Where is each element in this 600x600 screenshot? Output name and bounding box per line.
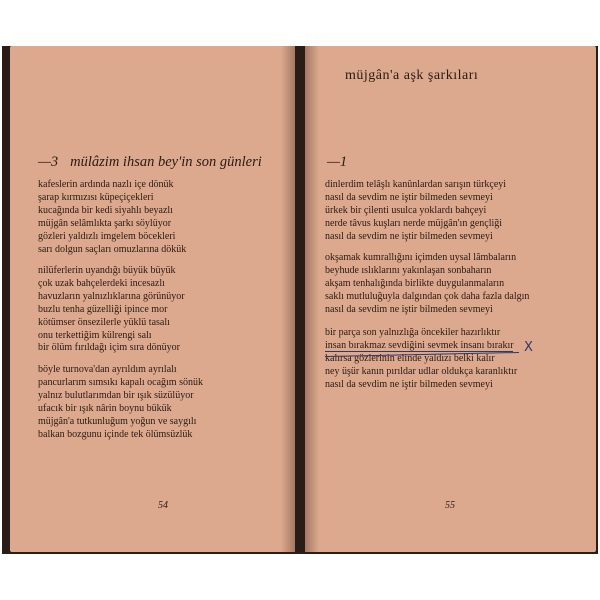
verse-line: nasıl da sevdim ne iştir bilmeden sevmeyi: [325, 303, 493, 315]
verse-line: kötümser önsezilerle yüklü tasalı: [38, 316, 170, 328]
left-page-number: 54: [158, 500, 168, 511]
right-page: [305, 46, 596, 552]
left-stanza-1: [38, 179, 186, 256]
open-book: [2, 46, 598, 554]
margin-x-mark: X: [524, 340, 533, 355]
verse-line: sarı dolgun saçları omuzlarına dökük: [38, 243, 187, 255]
verse-line: saklı mutluluğuyla dalgından çok daha fazla dalgın: [325, 290, 530, 302]
verse-line: yalnız bulutlarımdan bir ışık süzülüyor: [38, 389, 194, 401]
verse-line: bir ölüm fırıldağı içim sıra dönüyor: [38, 342, 180, 354]
verse-line: çok uzak bahçelerdeki incesazlı: [38, 277, 165, 289]
verse-line: nasıl da sevdim ne iştir bilmeden sevmeyi: [325, 378, 493, 390]
verse-line-underlined: insan bırakmaz sevdiğini sevmek insanı bırakır: [325, 339, 514, 351]
verse-line: nerde tâvus kuşları nerde müjgân'ın gençliği: [325, 217, 503, 229]
verse-line: müjgân'a tutkunluğum yoğun ve saygılı: [38, 415, 197, 427]
left-section-heading: [38, 154, 262, 171]
left-section-title: mülâzim ihsan bey'in son günleri: [70, 154, 262, 170]
verse-line: müjgân selâmlıkta şarkı söylüyor: [38, 217, 172, 229]
verse-line: nasıl da sevdim ne iştir bilmeden sevmeyi: [325, 191, 493, 203]
verse-line: kucağında bir kedi siyahlı beyazlı: [38, 204, 173, 216]
verse-line: dinlerdim telâşlı kanûnlardan sarışın türkçeyi: [325, 179, 507, 190]
right-page-number: 55: [445, 500, 455, 511]
verse-line: onu terkettiğim külrengi salı: [38, 329, 152, 341]
verse-line: okşamak kumrallığını içimden uysal lâmbaların: [325, 252, 517, 263]
verse-line: bir parça son yalnızlığa öncekiler hazırlıktır: [325, 327, 501, 338]
right-stanza-3: [325, 327, 517, 392]
verse-line: ney üşür kanın pırıldar udlar oldukça karanlıktır: [325, 365, 518, 377]
verse-line: havuzların yalnızlıklarına görünüyor: [38, 290, 185, 302]
left-section-number: —3: [38, 154, 59, 170]
right-section-number: —1: [327, 154, 348, 170]
verse-line: gözleri yaldızlı imgelem böcekleri: [38, 230, 176, 242]
verse-line: nasıl da sevdim ne iştir bilmeden sevmeyi: [325, 230, 493, 242]
right-stanza-1: [325, 179, 506, 244]
left-stanza-2: [38, 265, 185, 355]
gutter-shadow: [281, 46, 295, 552]
gutter-shadow: [305, 46, 319, 552]
left-stanza-3: [38, 364, 203, 441]
verse-line: balkan bozgunu içinde tek ölümsüzlük: [38, 428, 193, 440]
verse-line: şarap kırmızısı küpeçiçekleri: [38, 191, 154, 203]
verse-line: beyhude ıslıklarını yakınlaşan sonbaharın: [325, 264, 492, 276]
verse-line: akşam tenhalığında birlikte duygulanmaların: [325, 277, 505, 289]
running-head: müjgân'a aşk şarkıları: [345, 68, 479, 83]
verse-line: kafeslerin ardında nazlı içe dönük: [38, 179, 174, 190]
left-page: [10, 46, 295, 552]
verse-line: böyle turnova'dan ayrıldım ayrılalı: [38, 364, 177, 375]
verse-line: ufacık bir ışık nârin boynu bükük: [38, 402, 172, 414]
right-stanza-2: [325, 252, 529, 317]
verse-line: buzlu tenha güzelliği ipince mor: [38, 303, 168, 315]
verse-line: kalırsa gözlerinin elinde yaldızı belki kalır: [325, 352, 495, 364]
verse-line: pancurlarım sımsıkı kapalı ocağım sönük: [38, 376, 203, 388]
verse-line: ürkek bir çilenti usulca yoklardı bahçeyi: [325, 204, 487, 216]
right-section-heading: [327, 154, 347, 171]
verse-line: nilüferlerin uyandığı büyük büyük: [38, 265, 176, 276]
